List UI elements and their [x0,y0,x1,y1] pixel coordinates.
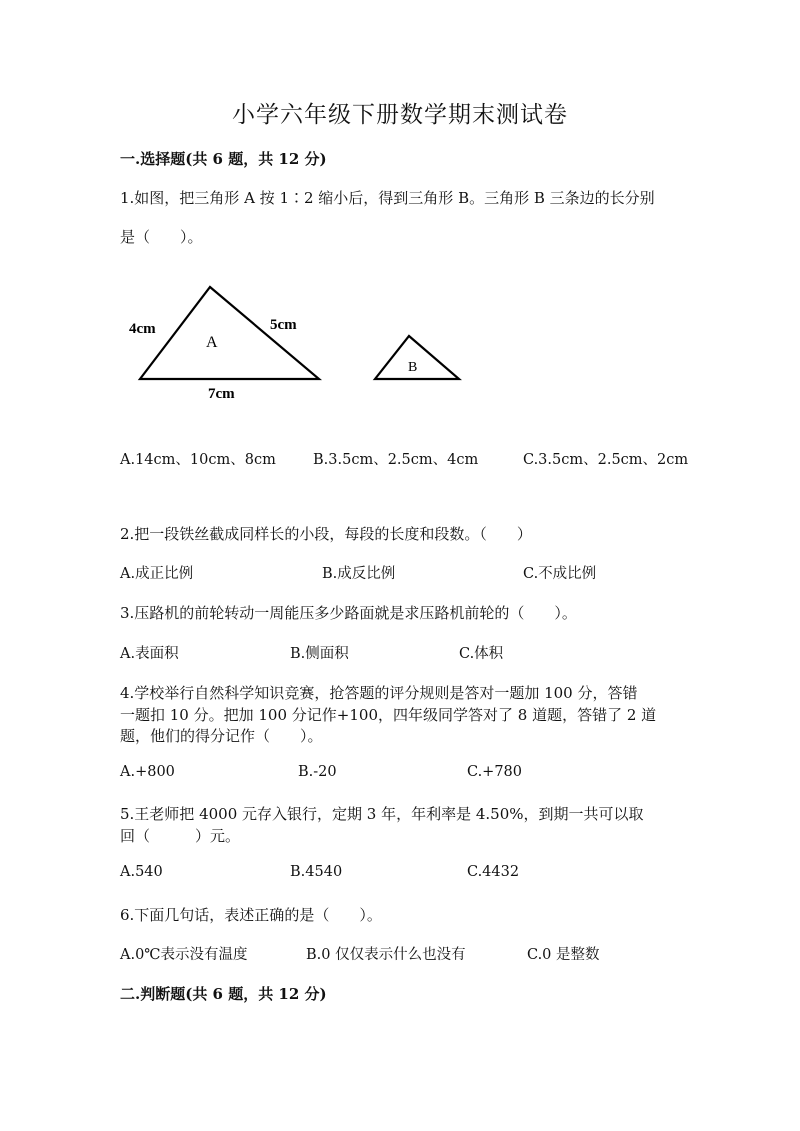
question-2-option-a: A.成正比例 [120,566,194,582]
question-5-option-a: A.540 [120,864,163,880]
triangle-b-label: B [408,360,418,375]
question-4-text-line1: 4.学校举行自然科学知识竞赛，抢答题的评分规则是答对一题加 100 分，答错 [120,684,638,702]
triangle-a-label: A [206,334,218,351]
side-bottom-label: 7cm [208,386,235,402]
question-6-option-b: B.0 仅仅表示什么也没有 [306,947,466,963]
question-5-option-b: B.4540 [290,864,343,880]
question-1-text-line2: 是（ ）。 [120,228,203,246]
triangles-figure [120,276,500,406]
question-5-text-line2: 回（ ）元。 [120,827,241,845]
side-left-label: 4cm [129,321,156,337]
side-right-label: 5cm [270,317,297,333]
question-6-option-c: C.0 是整数 [527,947,600,963]
question-4-text-line2: 一题扣 10 分。把加 100 分记作+100，四年级同学答对了 8 道题，答错了 2 道 [120,706,657,724]
question-4-option-b: B.-20 [298,764,337,780]
question-2-option-c: C.不成比例 [523,566,597,582]
question-1-option-c: C.3.5cm、2.5cm、2cm [523,452,689,468]
section-heading-choice: 一.选择题(共 6 题，共 12 分) [120,150,327,168]
question-2-text: 2.把一段铁丝截成同样长的小段，每段的长度和段数。（ ） [120,525,532,543]
page-title: 小学六年级下册数学期末测试卷 [232,102,568,128]
triangle-a [140,287,319,379]
question-1-option-a: A.14cm、10cm、8cm [120,452,276,468]
question-4-option-c: C.+780 [467,764,523,780]
question-3-option-c: C.体积 [459,646,504,662]
section-heading-judgment: 二.判断题(共 6 题，共 12 分) [120,985,327,1003]
question-5-option-c: C.4432 [467,864,520,880]
question-6-option-a: A.0℃表示没有温度 [120,947,248,963]
question-4-option-a: A.+800 [120,764,175,780]
question-5-text-line1: 5.王老师把 4000 元存入银行，定期 3 年，年利率是 4.50%，到期一共可以取 [120,805,644,823]
question-1-option-b: B.3.5cm、2.5cm、4cm [313,452,479,468]
question-3-option-a: A.表面积 [120,646,179,662]
question-1-text-line1: 1.如图，把三角形 A 按 1∶2 缩小后，得到三角形 B。三角形 B 三条边的长分别 [120,189,655,207]
question-2-option-b: B.成反比例 [322,566,396,582]
question-3-option-b: B.侧面积 [290,646,349,662]
question-6-text: 6.下面几句话，表述正确的是（ ）。 [120,906,382,924]
question-3-text: 3.压路机的前轮转动一周能压多少路面就是求压路机前轮的（ ）。 [120,604,577,622]
question-4-text-line3: 题，他们的得分记作（ ）。 [120,727,323,745]
